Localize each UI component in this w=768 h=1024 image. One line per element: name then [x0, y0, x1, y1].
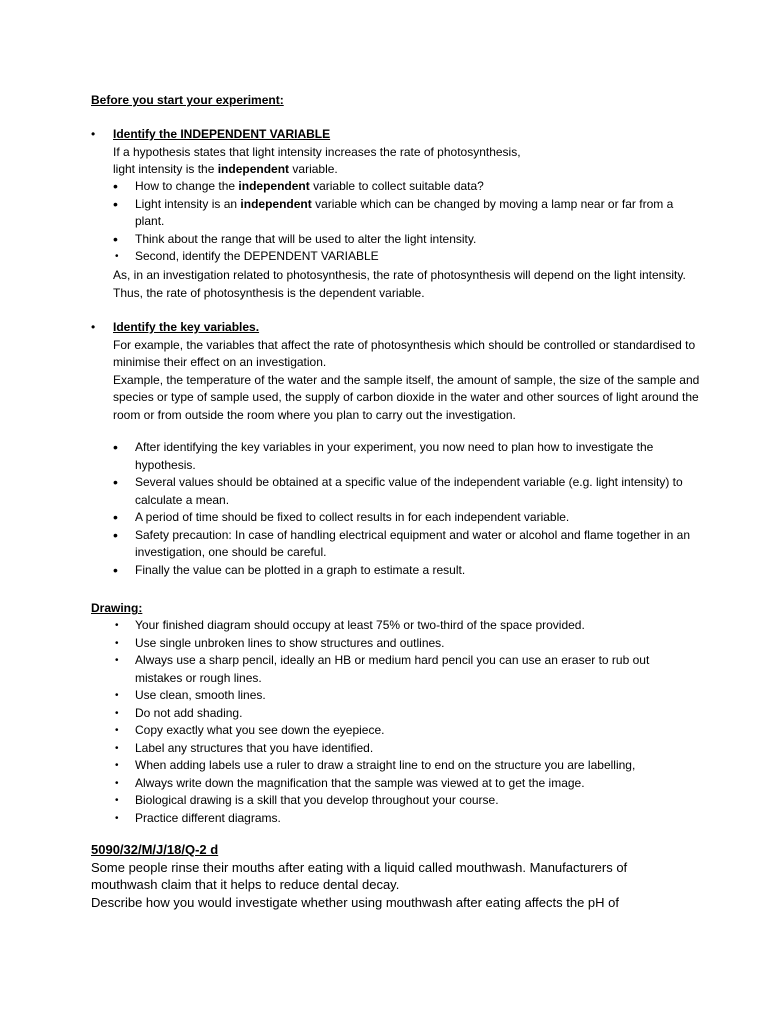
question-reference: 5090/32/M/J/18/Q-2 d — [91, 842, 219, 857]
section1-closing: As, in an investigation related to photosynthesis, the rate of photosynthesis will depend on the light intensity. Thus, the rate of photosynthesis is the dependent variable. — [113, 268, 686, 300]
section1-line1: If a hypothesis states that light intensity increases the rate of photosynthesis, — [113, 144, 521, 159]
list-item: • Finally the value can be plotted in a graph to estimate a result. — [113, 561, 466, 578]
list-item: • When adding labels use a ruler to draw a straight line to end on the structure you are labelling, — [115, 758, 636, 772]
list-item: • How to change the independent variable to collect suitable data? — [113, 178, 484, 194]
list-item: • Second, identify the DEPENDENT VARIABLE — [115, 249, 379, 263]
section2-list — [113, 439, 693, 579]
section1-title: Identify the INDEPENDENT VARIABLE — [113, 127, 331, 141]
list-item: • Use clean, smooth lines. — [115, 688, 266, 702]
list-item: • A period of time should be fixed to collect results in for each independent variable. — [113, 509, 570, 525]
before-experiment-heading: Before you start your experiment: — [91, 93, 284, 107]
section1-body — [113, 126, 713, 179]
list-item: • Biological drawing is a skill that you develop throughout your course. — [115, 793, 499, 807]
section2-para1: For example, the variables that affect the rate of photosynthesis which should be controlled or standardised to minimise their effect on an investigation. — [113, 337, 696, 369]
list-item: • Always use a sharp pencil, ideally an HB or medium hard pencil you can use an eraser to rub out mistakes or rough lines. — [115, 653, 650, 685]
drawing-list — [113, 617, 693, 827]
list-item: • Light intensity is an independent variable which can be changed by moving a lamp near or far from a plant. — [113, 195, 674, 228]
list-item: • Copy exactly what you see down the eyepiece. — [115, 723, 385, 737]
list-item: • Do not add shading. — [115, 705, 243, 720]
question-section — [91, 841, 691, 911]
question-line2: Describe how you would investigate whether using mouthwash after eating affects the pH of — [91, 894, 620, 910]
drawing-heading: Drawing: — [91, 601, 143, 615]
section2-body — [113, 319, 713, 424]
document-page: Before you start your experiment: • Identify the INDEPENDENT VARIABLE If a hypothesis states that light intensity increases the rate of photosynthesis, light intensity is the independent variable. • How to change the independent variable to collect suitable data? • Light intensity is an independent variable which can be changed by moving a lamp near or far from a plant. • Think about the range that will be used to alter the light intensity. • Second, identify the DEPENDENT VARIABLE As, in an investigation related to photosynthesis, the rate of photosynthesis will depend on the light intensity. Thus, the rate of photosynthesis is the dependent variable. • Identify the key variables. For example, the variables that affect the rate of photosynthesis which should be controlled or standardised to minimise their effect on an investigation. Example, the temperature of the water and the sample itself, the amount of sample, the size of the sample and species or type of sample used, the supply of carbon dioxide in the water and other sources of light around the room or from outside the room where you plan to carry out the investigation. • After identifying the key variables in your experiment, you now need to plan how to investigate the hypothesis. • Several values should be obtained at a specific value of the independent variable (e.g. light intensity) to calculate a mean. • A period of time should be fixed to collect results in for each independent variable. • Safety precaution: In case of handling electrical equipment and water or alcohol and flame together in an investigation, one should be careful. • Finally the value can be plotted in a graph to estimate a result. Drawing: • Your finished diagram should occupy at least 75% or two-third of the space provided. • Use single unbroken lines to show structures and outlines. • Always use a sharp pencil, ideally an HB or medium hard pencil you can use an eraser to rub out mistakes or rough lines. • Use clean, smooth lines. • Do not add shading. • Copy exactly what you see down the eyepiece. • Label any structures that you have identified. • When adding labels use a ruler to draw a straight line to end on the structure you are labelling, • Always write down the magnification that the sample was viewed at to get the image. • Biological drawing is a skill that you develop throughout your course. • Practice different diagrams. 5090/32/M/J/18/Q-2 d Some people rinse their mouths after eating with a liquid called mouthwash. Manufacturers of mouthwash claim that it helps to reduce dental decay. Describe how you would investigate whether using mouthwash after eating affects the pH of — [0, 0, 768, 1024]
section2-title: Identify the key variables. — [113, 320, 260, 334]
list-item: • Your finished diagram should occupy at least 75% or two-third of the space provided. — [115, 618, 585, 632]
list-item: • Practice different diagrams. — [115, 810, 281, 825]
list-item: • Always write down the magnification that the sample was viewed at to get the image. — [115, 775, 585, 790]
question-line1: Some people rinse their mouths after eating with a liquid called mouthwash. Manufacturers of mouthwash claim that it helps to reduce dental decay. — [91, 859, 628, 892]
list-item: • Think about the range that will be used to alter the light intensity. — [113, 230, 477, 247]
list-item: • Use single unbroken lines to show structures and outlines. — [115, 635, 445, 650]
section1-line2: light intensity is the independent variable. — [113, 162, 338, 176]
section1-list — [113, 178, 693, 266]
list-item: • Safety precaution: In case of handling electrical equipment and water or alcohol and flame together in an investigation, one should be careful. — [113, 526, 691, 559]
list-item: • After identifying the key variables in your experiment, you now need to plan how to investigate the hypothesis. — [113, 439, 654, 472]
list-item: • Several values should be obtained at a specific value of the independent variable (e.g. light intensity) to calculate a mean. — [113, 474, 683, 507]
section2-para2: Example, the temperature of the water and the sample itself, the amount of sample, the size of the sample and species or type of sample used, the supply of carbon dioxide in the water and other sources of light around the room or from outside the room where you plan to carry out the investigation. — [113, 372, 700, 422]
list-item: • Label any structures that you have identified. — [115, 740, 374, 755]
